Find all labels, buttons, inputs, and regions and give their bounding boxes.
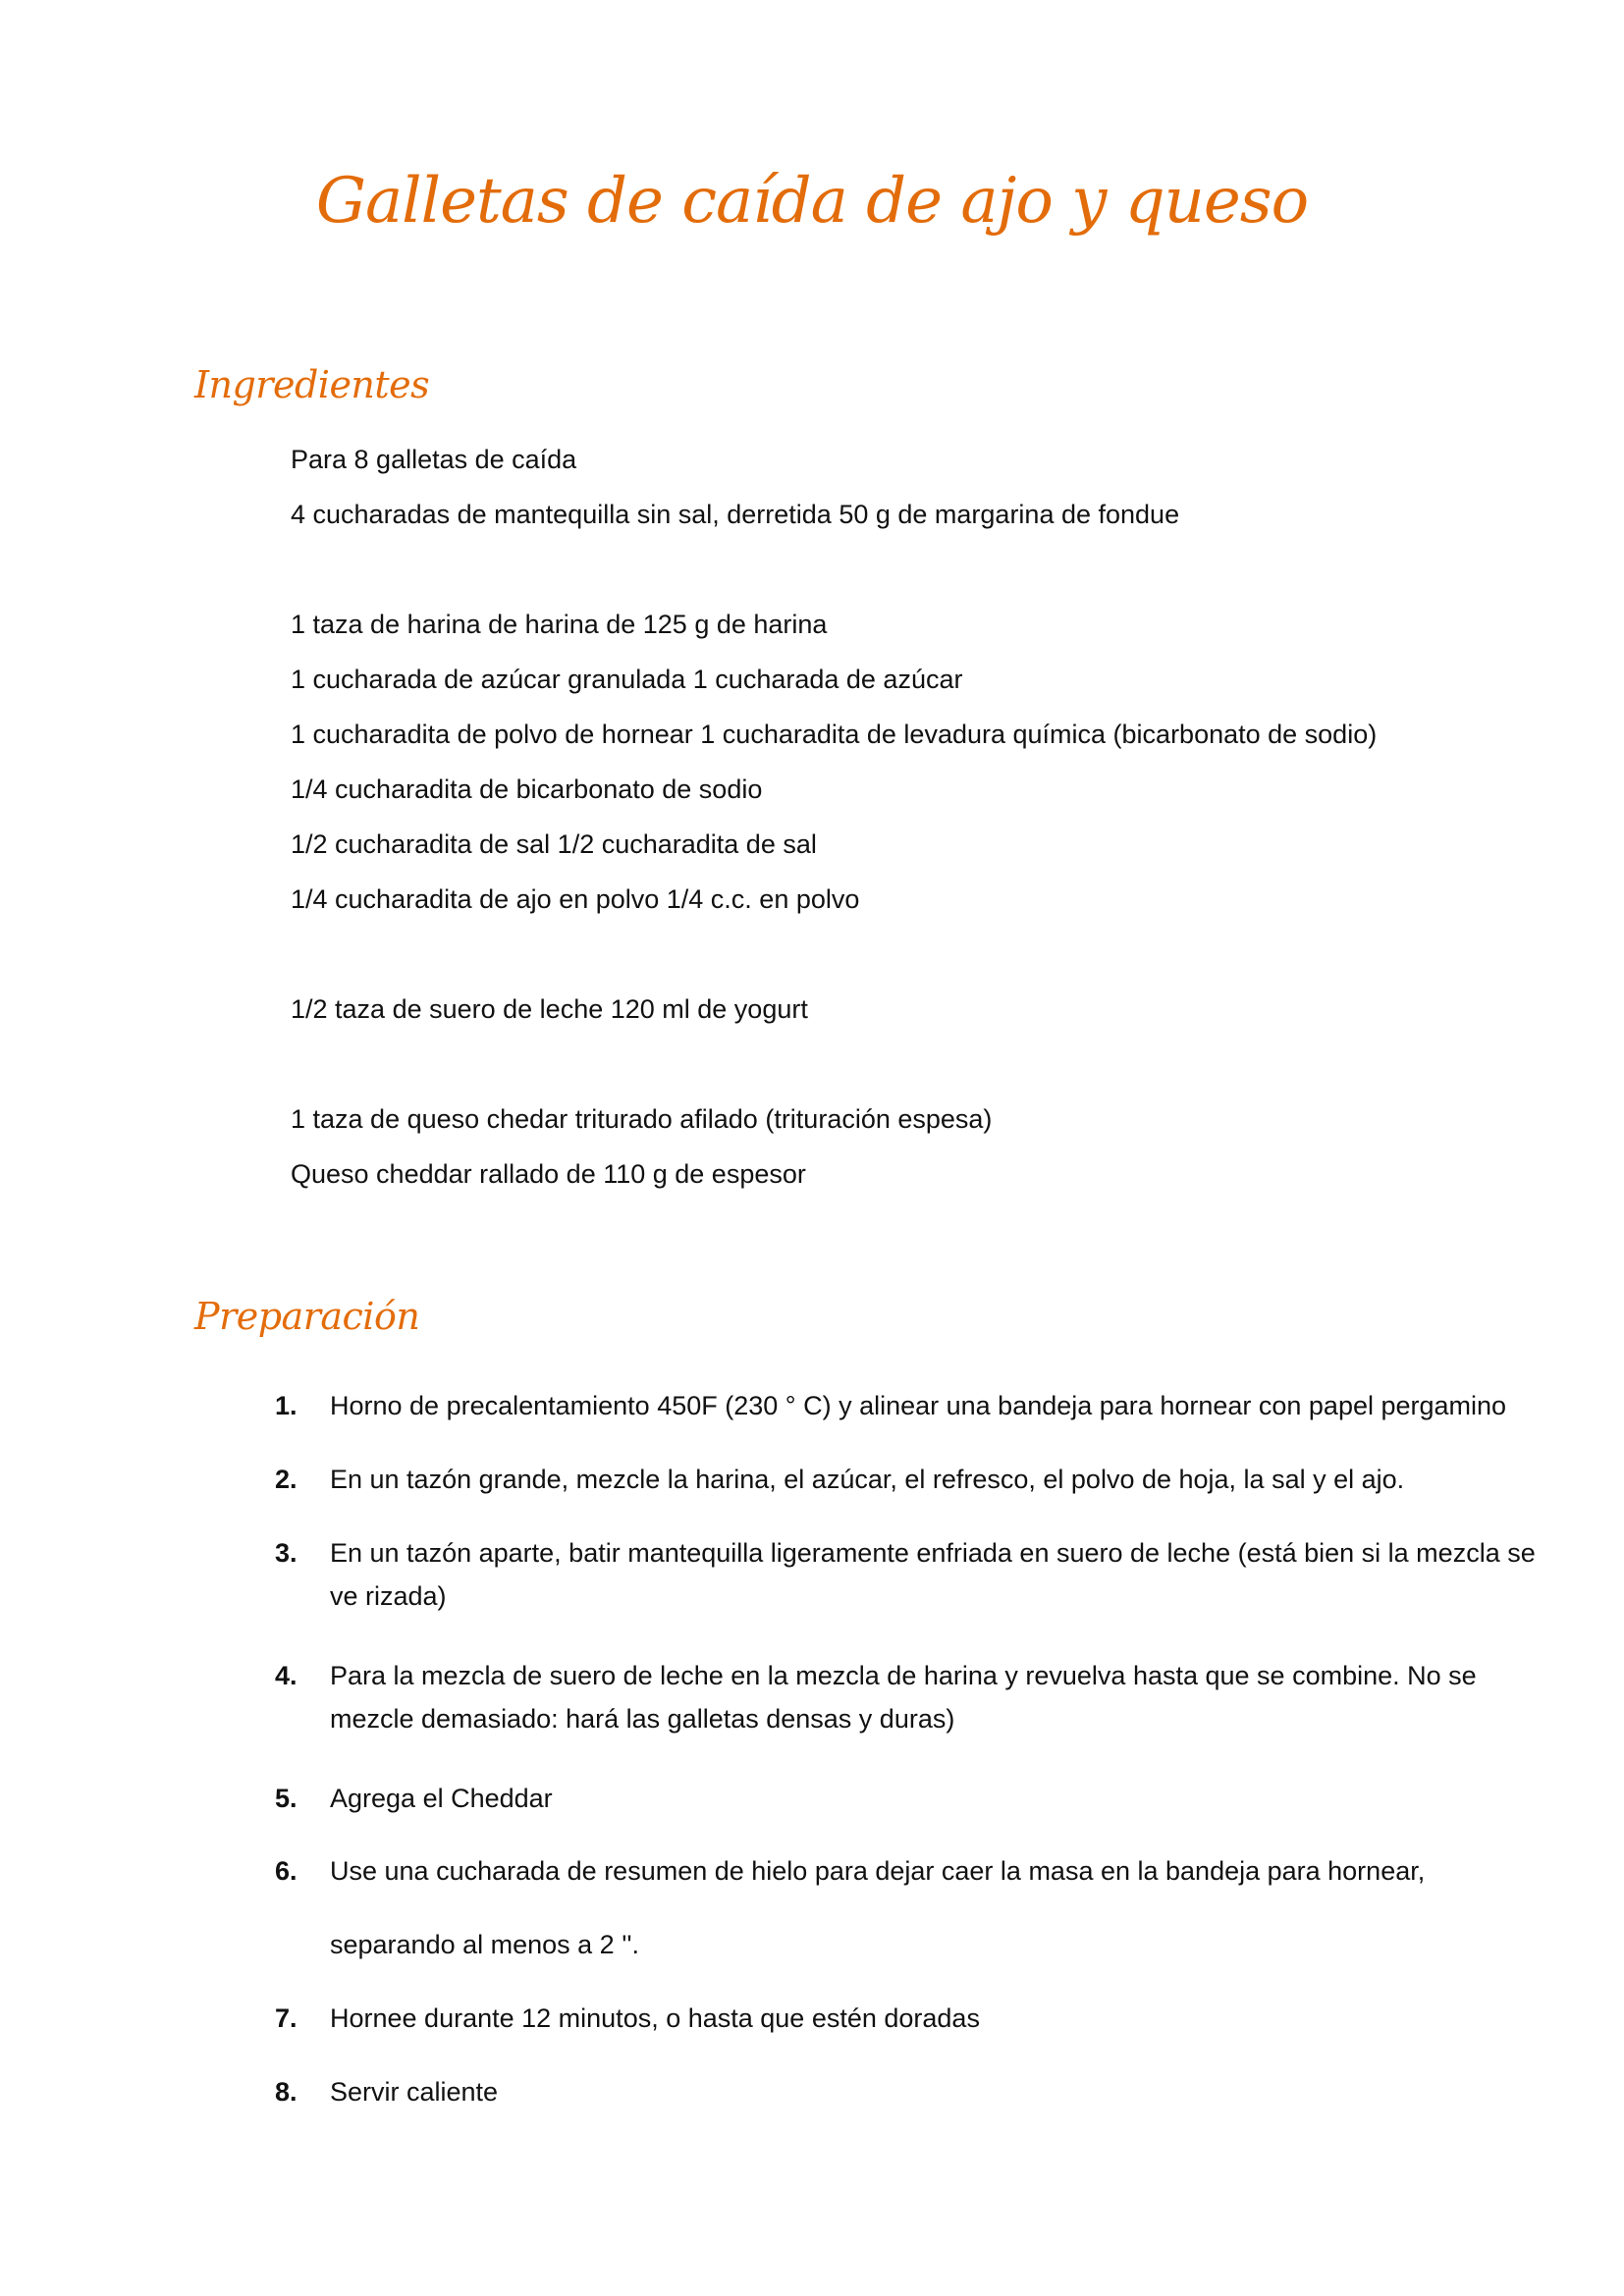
preparation-steps [275,1384,1561,2113]
ingredient-line: 1 cucharadita de polvo de hornear 1 cucharadita de levadura química (bicarbonato de sodio) [291,720,1378,749]
ingredient-line: Para 8 galletas de caída [291,445,577,474]
step-text-continuation: separando al menos a 2 ''. [330,1930,640,1959]
step-text: Servir caliente [330,2077,499,2107]
step-item [275,1458,1561,1501]
blank-line [291,927,1518,982]
step-item [275,1777,1561,1820]
step-number: 7. [275,2003,298,2033]
step-item [275,2070,1561,2113]
step-item [275,1997,1561,2040]
step-text: En un tazón grande, mezcle la harina, el azúcar, el refresco, el polvo de hoja, la sal y el ajo. [330,1465,1405,1494]
ingredients-heading: Ingredientes [194,363,430,406]
step-text: Hornee durante 12 minutos, o hasta que estén doradas [330,2003,980,2033]
ingredients-list [291,432,1518,1201]
ingredient-line: 1/2 taza de suero de leche 120 ml de yogurt [291,994,808,1024]
ingredient-line: 1/4 cucharadita de bicarbonato de sodio [291,774,763,804]
step-number: 1. [275,1391,298,1420]
step-number: 3. [275,1538,298,1568]
step-item [275,1835,1561,1982]
step-text: Agrega el Cheddar [330,1784,553,1813]
step-number: 2. [275,1465,298,1494]
step-number: 6. [275,1856,298,1886]
blank-line [291,542,1518,597]
step-number: 5. [275,1784,298,1813]
step-text: Para la mezcla de suero de leche en la mezcla de harina y revuelva hasta que se combine. No se mezcle demasiado: hará las galletas densas y duras) [330,1661,1477,1734]
step-number: 4. [275,1661,298,1690]
recipe-title: Galletas de caída de ajo y queso [315,165,1309,238]
ingredient-line: Queso cheddar rallado de 110 g de espesor [291,1159,806,1189]
step-number: 8. [275,2077,298,2107]
step-text: En un tazón aparte, batir mantequilla ligeramente enfriada en suero de leche (está bien si la mezcla se ve rizada) [330,1538,1536,1611]
blank-line [291,1037,1518,1092]
step-item [275,1531,1561,1618]
step-text-block [330,1835,1561,1982]
ingredient-line: 1 taza de queso chedar triturado afilado (trituración espesa) [291,1104,993,1134]
step-item [275,1654,1561,1740]
ingredient-line: 1 cucharada de azúcar granulada 1 cucharada de azúcar [291,665,963,694]
step-item [275,1384,1561,1427]
preparation-heading: Preparación [194,1295,420,1338]
ingredient-line: 1/2 cucharadita de sal 1/2 cucharadita de sal [291,829,817,859]
ingredient-line: 4 cucharadas de mantequilla sin sal, derretida 50 g de margarina de fondue [291,500,1180,529]
ingredient-line: 1/4 cucharadita de ajo en polvo 1/4 c.c. en polvo [291,884,860,914]
step-text: Horno de precalentamiento 450F (230 ° C) y alinear una bandeja para hornear con papel pergamino [330,1391,1507,1420]
step-text: Use una cucharada de resumen de hielo para dejar caer la masa en la bandeja para hornear, [330,1856,1426,1886]
ingredient-line: 1 taza de harina de harina de 125 g de harina [291,610,828,639]
